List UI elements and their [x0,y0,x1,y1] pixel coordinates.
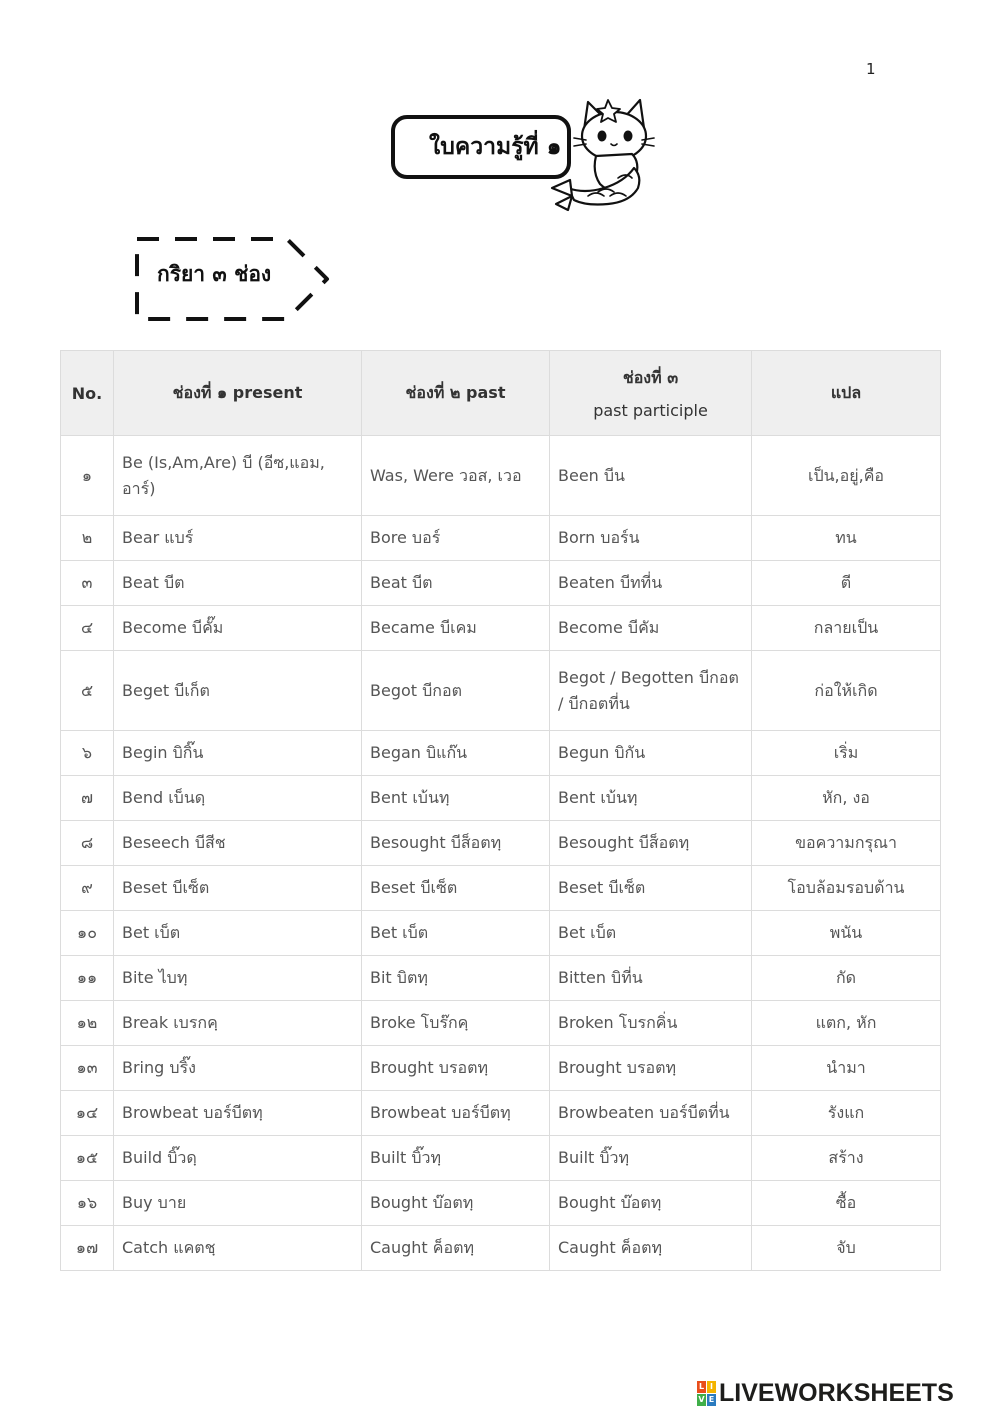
table-row [61,731,941,776]
table-row [61,1181,941,1226]
liveworksheets-mark-icon [697,1381,716,1406]
table-row [61,651,941,731]
verb-past-participle: Brought บรอตทฺ [550,1046,752,1091]
verb-past: Beset บีเซ็ต [362,866,550,911]
verb-past: Built บิ๊วทฺ [362,1136,550,1181]
table-row [61,1136,941,1181]
verb-past-participle: Born บอร์น [550,516,752,561]
row-number: ๑๓ [61,1046,114,1091]
verb-past-participle: Bitten บิที่น [550,956,752,1001]
verb-present: Beget บีเก็ต [114,651,362,731]
header-past-participle-line2: past participle [593,401,708,420]
row-number: ๒ [61,516,114,561]
verb-present: Build บิ๊วดฺ [114,1136,362,1181]
logo-mark-square: V [698,1395,705,1404]
row-number: ๕ [61,651,114,731]
logo-mark-square: E [708,1395,715,1404]
verb-past-participle: Begot / Begotten บีกอต / บีกอตที่น [550,651,752,731]
verb-meaning: ซื้อ [752,1181,941,1226]
row-number: ๑๕ [61,1136,114,1181]
mermaid-cat-icon [548,92,664,212]
logo-text: LIVEWORKSHEETS [719,1379,954,1407]
verb-meaning: ขอความกรุณา [752,821,941,866]
table-row [61,776,941,821]
table-header-row [61,351,941,436]
liveworksheets-logo [697,1379,954,1408]
verb-meaning: กลายเป็น [752,606,941,651]
logo-mark-square: L [698,1382,705,1391]
header-past-participle-line1: ช่องที่ ๓ [622,368,679,387]
verb-past: Began บิแก๊น [362,731,550,776]
verb-meaning: จับ [752,1226,941,1271]
verb-present: Beseech บีสีช [114,821,362,866]
row-number: ๔ [61,606,114,651]
verb-past-participle: Been บีน [550,436,752,516]
logo-mark-square: I [707,1381,716,1393]
header-no: No. [61,351,114,436]
row-number: ๑๑ [61,956,114,1001]
row-number: ๘ [61,821,114,866]
verb-present: Bend เบ็นดฺ [114,776,362,821]
verb-meaning: พนัน [752,911,941,956]
verb-past: Became บีเคม [362,606,550,651]
verb-meaning: โอบล้อมรอบด้าน [752,866,941,911]
verb-meaning: เป็น,อยู่,คือ [752,436,941,516]
verb-meaning: ก่อให้เกิด [752,651,941,731]
row-number: ๑๔ [61,1091,114,1136]
verb-present: Beat บีต [114,561,362,606]
verb-present: Be (Is,Am,Are) บี (อีซ,แอม, อาร์) [114,436,362,516]
row-number: ๑๐ [61,911,114,956]
row-number: ๑๗ [61,1226,114,1271]
table-row [61,911,941,956]
header-past: ช่องที่ ๒ past [362,351,550,436]
verb-meaning: แตก, หัก [752,1001,941,1046]
verb-past: Begot บีกอต [362,651,550,731]
verb-past-participle: Become บีคัม [550,606,752,651]
verb-present: Bear แบร์ [114,516,362,561]
verb-past: Was, Were วอส, เวอ [362,436,550,516]
verb-meaning: นำมา [752,1046,941,1091]
section-label: กริยา ๓ ช่อง [157,262,272,286]
row-number: ๑๒ [61,1001,114,1046]
verb-meaning: ตี [752,561,941,606]
header-past-participle [550,351,752,436]
table-row [61,866,941,911]
header-meaning: แปล [752,351,941,436]
verb-present: Catch แคตชฺ [114,1226,362,1271]
verb-present: Browbeat บอร์บีตทฺ [114,1091,362,1136]
verb-meaning: สร้าง [752,1136,941,1181]
verb-present: Bite ไบทฺ [114,956,362,1001]
verb-past: Broke โบร๊กคฺ [362,1001,550,1046]
verb-present: Bet เบ็ต [114,911,362,956]
row-number: ๑๖ [61,1181,114,1226]
verb-past: Browbeat บอร์บีตทฺ [362,1091,550,1136]
table-row [61,436,941,516]
row-number: ๙ [61,866,114,911]
header-present: ช่องที่ ๑ present [114,351,362,436]
verb-past-participle: Bent เบ้นทฺ [550,776,752,821]
verb-past: Brought บรอตทฺ [362,1046,550,1091]
row-number: ๖ [61,731,114,776]
row-number: ๑ [61,436,114,516]
verb-meaning: หัก, งอ [752,776,941,821]
verb-table-body [61,436,941,1271]
verb-past-participle: Caught ค็อตทฺ [550,1226,752,1271]
verb-past: Bore บอร์ [362,516,550,561]
table-row [61,606,941,651]
verb-past-participle: Browbeaten บอร์บีตที่น [550,1091,752,1136]
table-row [61,561,941,606]
verb-past: Beat บีต [362,561,550,606]
verb-past-participle: Broken โบรกคิ่น [550,1001,752,1046]
verb-meaning: ทน [752,516,941,561]
verb-past: Bet เบ็ต [362,911,550,956]
verb-past: Bought บ๊อตทฺ [362,1181,550,1226]
verb-past-participle: Besought บีส็อตทฺ [550,821,752,866]
verb-present: Begin บิกิ๊น [114,731,362,776]
verb-past-participle: Built บิ๊วทฺ [550,1136,752,1181]
verb-present: Become บีคั๊ม [114,606,362,651]
verb-present: Buy บาย [114,1181,362,1226]
verb-meaning: กัด [752,956,941,1001]
verb-past: Besought บีส็อตทฺ [362,821,550,866]
verb-present: Break เบรกคฺ [114,1001,362,1046]
table-row [61,516,941,561]
verb-past-participle: Bought บ๊อตทฺ [550,1181,752,1226]
verb-past: Bent เบ้นทฺ [362,776,550,821]
page-number: 1 [866,60,876,78]
table-row [61,1091,941,1136]
row-number: ๗ [61,776,114,821]
verb-past-participle: Bet เบ็ต [550,911,752,956]
table-row [61,1001,941,1046]
verb-present: Beset บีเซ็ต [114,866,362,911]
verb-meaning: เริ่ม [752,731,941,776]
page-title: ใบความรู้ที่ ๑ [391,115,571,179]
verb-past-participle: Begun บิกัน [550,731,752,776]
verb-past: Bit บิตทฺ [362,956,550,1001]
table-row [61,821,941,866]
table-row [61,956,941,1001]
verb-present: Bring บริ๊ง [114,1046,362,1091]
verb-past-participle: Beaten บีทที่น [550,561,752,606]
table-row [61,1046,941,1091]
verb-meaning: รังแก [752,1091,941,1136]
verb-past: Caught ค็อตทฺ [362,1226,550,1271]
row-number: ๓ [61,561,114,606]
verb-table [60,350,941,1271]
table-row [61,1226,941,1271]
verb-past-participle: Beset บีเซ็ต [550,866,752,911]
